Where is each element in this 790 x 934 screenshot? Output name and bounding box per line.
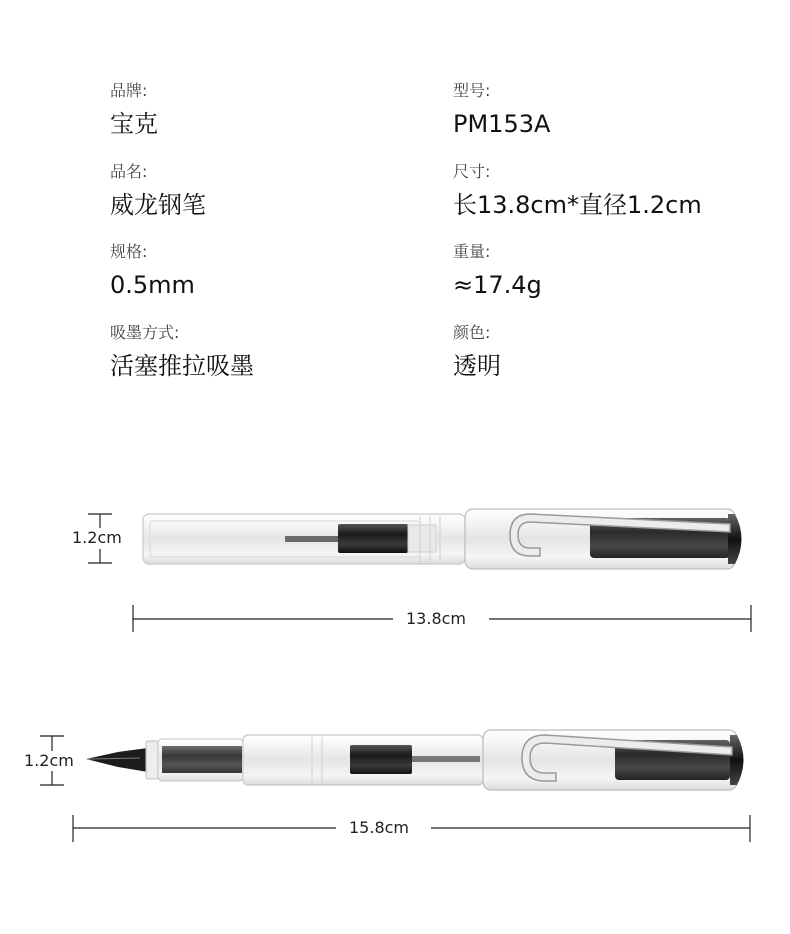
spec-label: 重量: <box>453 242 491 261</box>
posted-length-marker <box>73 815 750 842</box>
spec-value: 威龙钢笔 <box>110 191 206 219</box>
spec-label: 品名: <box>110 162 148 181</box>
capped-pen <box>143 509 742 569</box>
posted-pen <box>86 730 744 790</box>
posted-diameter-label: 1.2cm <box>24 751 74 770</box>
capped-diameter-label: 1.2cm <box>72 528 122 547</box>
piston-spring <box>285 536 340 542</box>
spec-value: ≈17.4g <box>453 271 542 299</box>
ink-converter <box>338 524 408 553</box>
posted-length-label: 15.8cm <box>349 818 410 837</box>
ink-converter <box>350 745 412 774</box>
spec-label: 品牌: <box>110 81 148 100</box>
spec-label: 吸墨方式: <box>110 323 180 342</box>
nib <box>86 748 148 772</box>
spec-label: 规格: <box>110 242 148 261</box>
spec-value: 活塞推拉吸墨 <box>110 352 254 380</box>
piston-spring <box>412 756 480 762</box>
spec-value: 0.5mm <box>110 271 195 299</box>
spec-value: 长13.8cm*直径1.2cm <box>453 191 702 219</box>
spec-label: 型号: <box>453 81 491 100</box>
cap-end <box>728 514 742 564</box>
spec-label: 尺寸: <box>453 162 491 181</box>
spec-label: 颜色: <box>453 323 491 342</box>
cap-end <box>730 735 744 785</box>
spec-value: PM153A <box>453 110 551 138</box>
spec-value: 透明 <box>453 352 501 380</box>
capped-length-label: 13.8cm <box>406 609 467 628</box>
spec-value: 宝克 <box>110 110 158 138</box>
